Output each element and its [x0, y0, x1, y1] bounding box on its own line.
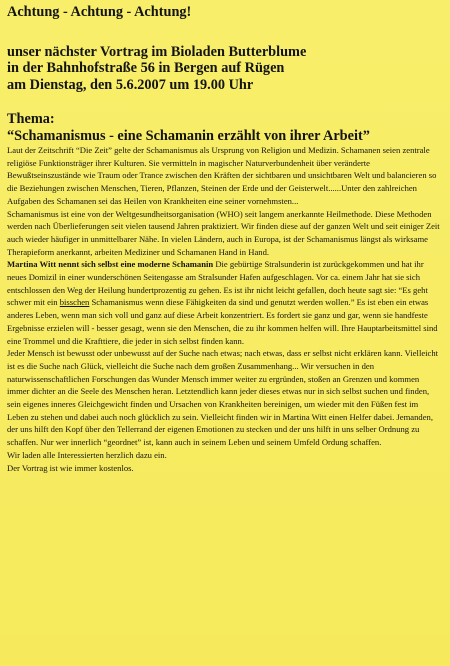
paragraph-einladung: Wir laden alle Interessierten herzlich dazu ein. — [7, 449, 167, 460]
paragraph-kostenlos: Der Vortrag ist wie immer kostenlos. — [7, 462, 134, 473]
thema-title: “Schamanismus - eine Schamanin erzählt von ihrer Arbeit” — [7, 127, 370, 144]
event-address-line: in der Bahnhofstraße 56 in Bergen auf Rügen — [7, 60, 285, 76]
paragraph-zeit: Laut der Zeitschrift “Die Zeit” gelte der Schamanismus als Ursprung von Religion und Medizin. Schamanen seien zentrale religiöse Funktionsträger ihrer Kulturen. Sie vermitteln in magischer Naturverbundenheit über veränderte Bewußtseinszustände wie Traum oder Trance zwischen den Kräften der sichtbaren und unsichtbaren Welt und balancieren so die Beziehungen zwischen Menschen, Tieren, Pflanzen, Steinen der Erde und der Geisterwelt......Unter den zahlreichen Aufgaben des Schamanen sei das Heilen von Krankheiten eine seiner vornehmsten... — [7, 145, 437, 206]
paragraph-text-b: Schamanismus wenn diese Fähigkeiten da sind und genutzt werden wollen.” Es ist eben ein etwas anderes Leben, wenn man sich voll und ganz auf diese Arbeit konzentriert. Es fordert sie ganz und gar, wenn sie handfeste Ergebnisse erzielen will - besser gesagt, wenn sie den Menschen, die zu ihr kommen helfen will. Ihre Hauptarbeitsmittel sind eine Trommel und die Krafttiere, die jeder in sich selbst finden kann. — [7, 297, 438, 346]
attention-headline: Achtung - Achtung - Achtung! — [7, 4, 192, 20]
event-date-line: am Dienstag, den 5.6.2007 um 19.00 Uhr — [7, 76, 254, 93]
underlined-word: bisschen — [59, 297, 90, 308]
paragraph-who: Schamanismus ist eine von der Weltgesundheitsorganisation (WHO) seit langem anerkannte Heilmethode. Diese Methoden werden nach Überlieferungen seit vielen tausend Jahren praktiziert. Wir finden diese auf der ganzen Welt und seit einiger Zeit auch wieder häufiger in unmittelbarer Nähe. In vielen Ländern, auch in Europa, ist der Schamanismus längst als wirksame Therapieform anerkannt, arbeiten Mediziner und Schamanen Hand in Hand. — [7, 208, 440, 257]
paragraph-martina-witt — [7, 258, 440, 347]
event-venue-line: unser nächster Vortrag im Bioladen Butterblume — [7, 43, 307, 60]
paragraph-text-a: Die gebürtige Stralsunderin ist zurückgekommen und hat ihr neues Domizil in einer wunderschönen Seitengasse am Stralsunder Hafen aufgeschlagen. Vor ca. einem Jahr hat sie sich entschlossen den Weg der Heilung hundertprozentig zu gehen. Es ist ihr nicht leicht gefallen, doch heute sagt sie: “Es geht schwer mit ein — [7, 259, 428, 308]
paragraph-lead-text: Martina Witt nennt sich selbst eine moderne Schamanin — [7, 259, 214, 270]
paragraph-suche: Jeder Mensch ist bewusst oder unbewusst auf der Suche nach etwas; nach etwas, dass er selbst nicht erklären kann. Vielleicht ist es die Suche nach Glück, vielleicht die Suche nach dem großen Zusammenhang... Wir versuchen in den naturwissenschaftlichen Forschungen das Wunder Mensch immer weiter zu ergründen, stoßen an Grenzen und kommen immer dichter an die Seele des Menschen heran. Letztendlich kann jeder dieses etwas nur in sich selbst suchen und finden, sein eigenes inneres Gleichgewicht finden und Ursachen von Krankheiten bereinigen, um wieder mit den Füßen fest im Leben zu stehen und dabei auch noch glücklich zu sein. Vielleicht finden wir in Martina Witt einen Helfer dabei. Jemanden, der uns hilft den Kopf über den Tellerrand der eigenen Emotionen zu stecken und der uns hilft in uns selber Ordnung zu schaffen. Nur wer innerlich “geordnet” ist, kann auch in seinem Leben und seinem Umfeld Ordung schaffen. — [7, 348, 439, 448]
event-announcement — [7, 44, 440, 94]
thema-label: Thema: — [7, 111, 55, 127]
